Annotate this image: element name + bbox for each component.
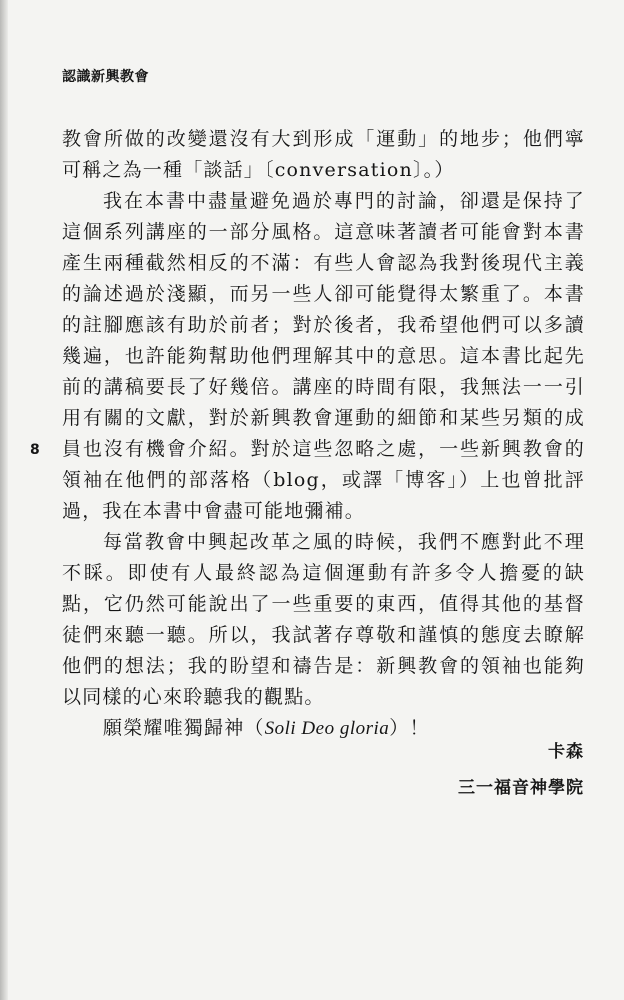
motto-text: 願榮耀唯獨歸神（ bbox=[103, 717, 265, 739]
running-head: 認識新興教會 bbox=[62, 69, 149, 85]
paragraph-style: 我在本書中盡量避免過於專門的討論，卻還是保持了這個系列講座的一部分風格。這意味著讀者可能會對本書產生兩種截然相反的不滿：有些人會認為我對後現代主義的論述過於淺顯，而另一些人卻可能覺得太繁重了。本書的註腳應該有助於前者；對於後者，我希望他們可以多讀幾遍，也許能夠幫助他們理解其中的意思。這本書比起先前的講稿要長了好幾倍。講座的時間有限，我無法一一引用有關的文獻，對於新興教會運動的細節和某些另類的成員也沒有機會介紹。對於這些忽略之處，一些新興教會的領袖在他們的部落格（blog，或譯「博客」）上也曾批評過，我在本書中會盡可能地彌補。 bbox=[62, 190, 585, 522]
signature-block bbox=[458, 734, 584, 806]
page-number: 8 bbox=[30, 442, 40, 458]
paragraph-continuation: 教會所做的改變還沒有大到形成「運動」的地步；他們寧可稱之為一種「談話」〔conversation〕。） bbox=[62, 128, 585, 181]
motto-closing: ）！ bbox=[389, 717, 430, 739]
author-institution: 三一福音神學院 bbox=[458, 778, 584, 798]
body-text bbox=[62, 124, 585, 744]
paragraph-reform: 每當教會中興起改革之風的時候，我們不應對此不理不睬。即使有人最終認為這個運動有許多令人擔憂的缺點，它仍然可能說出了一些重要的東西，值得其他的基督徒們來聽一聽。所以，我試著存尊敬和謹慎的態度去瞭解他們的想法；我的盼望和禱告是：新興教會的領袖也能夠以同樣的心來聆聽我的觀點。 bbox=[62, 531, 585, 708]
page-edge bbox=[0, 0, 8, 1000]
motto-latin: Soli Deo gloria bbox=[264, 718, 390, 739]
author-name: 卡森 bbox=[548, 742, 584, 762]
